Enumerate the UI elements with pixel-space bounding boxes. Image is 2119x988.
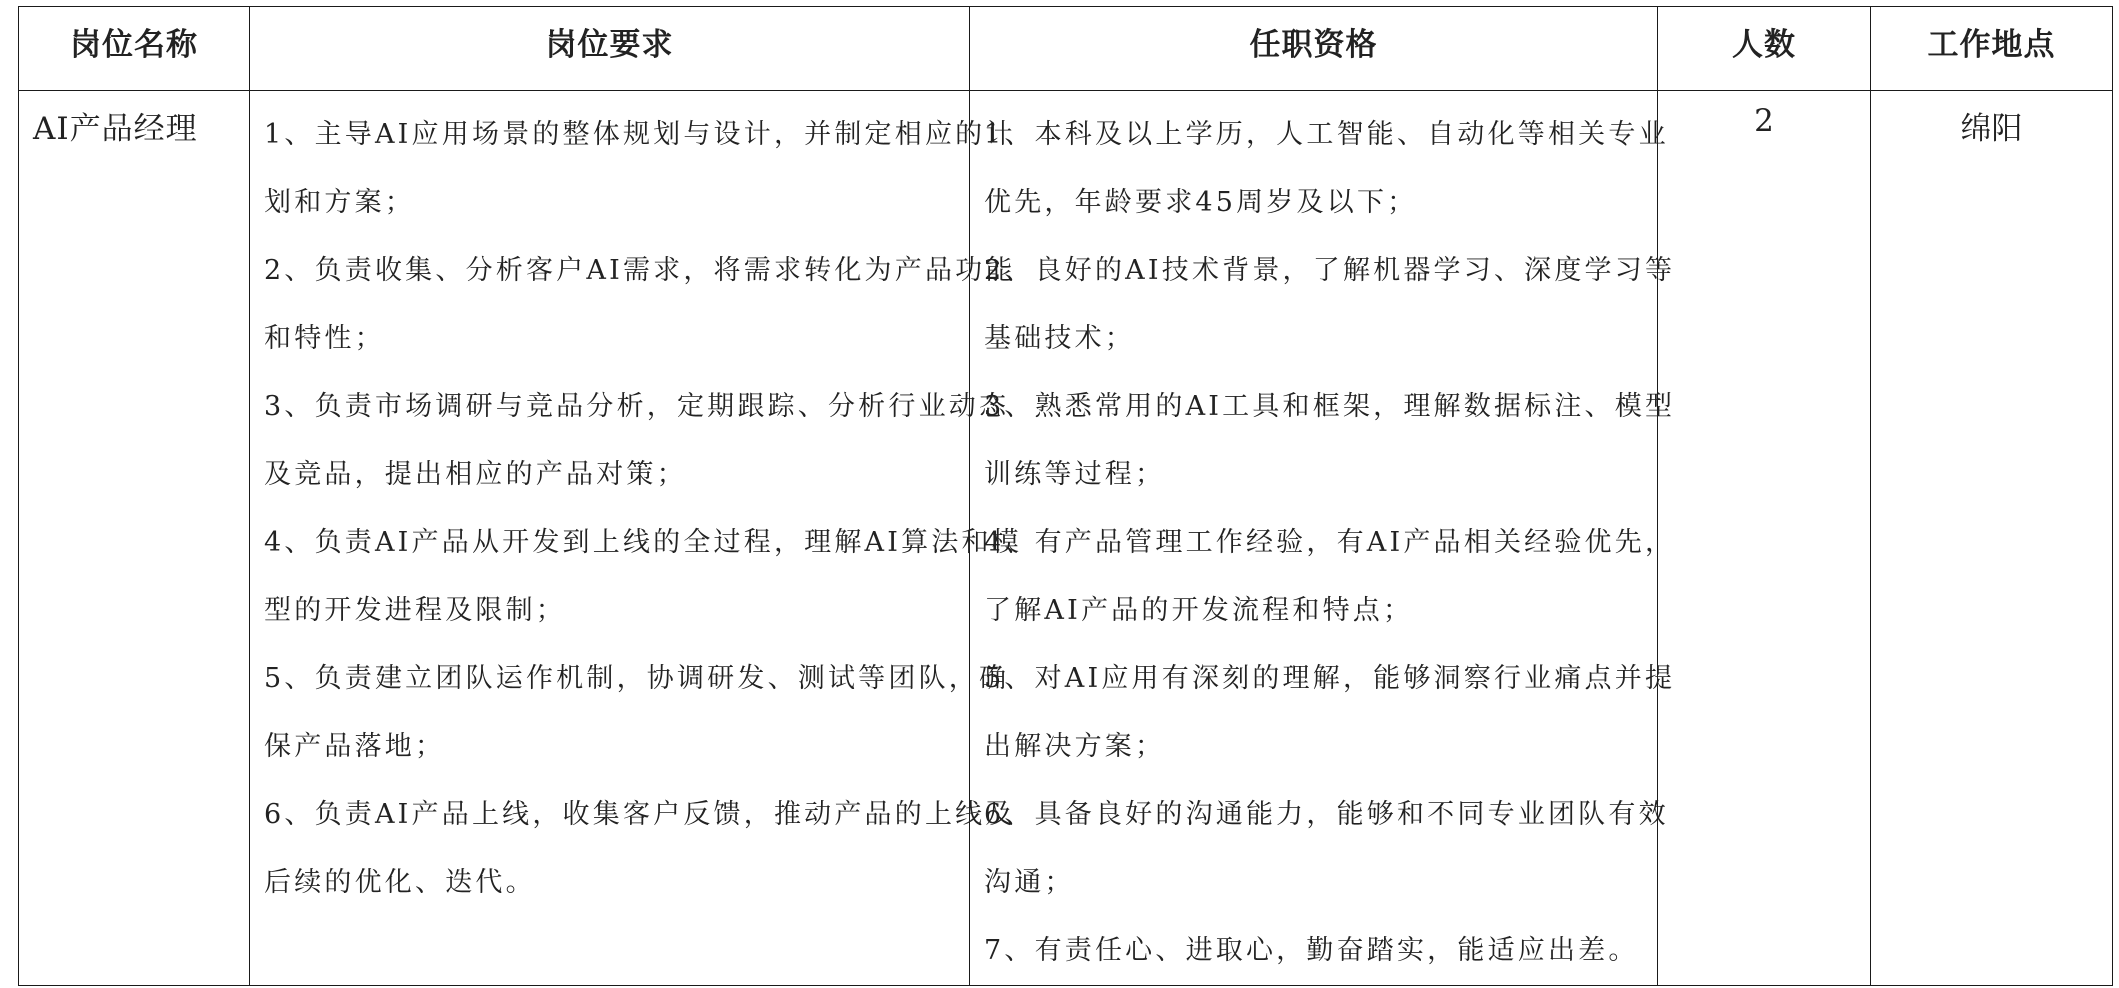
job-table — [18, 6, 2113, 986]
requirement-line: 2、负责收集、分析客户AI需求，将需求转化为产品功能 — [264, 255, 1016, 286]
qualification-line: 4、有产品管理工作经验，有AI产品相关经验优先， — [984, 527, 1676, 558]
header-qualifications: 任职资格 — [970, 7, 1658, 91]
header-location: 工作地点 — [1871, 7, 2113, 91]
requirement-line: 6、负责AI产品上线，收集客户反馈，推动产品的上线及 — [264, 799, 1016, 830]
requirement-line: 5、负责建立团队运作机制，协调研发、测试等团队，确 — [264, 663, 1010, 694]
cell-location: 绵阳 — [1871, 91, 2113, 986]
table-row — [19, 91, 2113, 986]
qualification-line: 了解AI产品的开发流程和特点； — [984, 595, 1414, 626]
requirement-line: 4、负责AI产品从开发到上线的全过程，理解AI算法和模 — [264, 527, 1022, 558]
requirement-line: 1、主导AI应用场景的整体规划与设计，并制定相应的计 — [264, 119, 1016, 150]
requirement-line: 3、负责市场调研与竞品分析，定期跟踪、分析行业动态 — [264, 391, 1010, 422]
qualification-line: 2、良好的AI技术背景，了解机器学习、深度学习等 — [984, 255, 1676, 286]
qualification-line: 出解决方案； — [984, 731, 1166, 762]
qualification-line: 7、有责任心、进取心，勤奋踏实，能适应出差。 — [984, 935, 1639, 966]
header-requirements: 岗位要求 — [250, 7, 970, 91]
header-row — [19, 7, 2113, 91]
qualification-line: 优先，年龄要求45周岁及以下； — [984, 187, 1418, 218]
requirement-line: 及竞品，提出相应的产品对策； — [264, 459, 687, 490]
qualification-line: 6、具备良好的沟通能力，能够和不同专业团队有效 — [984, 799, 1669, 830]
header-count: 人数 — [1658, 7, 1871, 91]
cell-position-title: AI产品经理 — [19, 91, 250, 986]
qualification-line: 3、熟悉常用的AI工具和框架，理解数据标注、模型 — [984, 391, 1676, 422]
requirement-line: 划和方案； — [264, 187, 415, 218]
header-title: 岗位名称 — [19, 7, 250, 91]
qualification-line: 训练等过程； — [984, 459, 1166, 490]
requirement-line: 和特性； — [264, 323, 385, 354]
qualification-line: 1、本科及以上学历，人工智能、自动化等相关专业 — [984, 119, 1669, 150]
cell-requirements — [250, 91, 1022, 986]
job-posting-document — [18, 6, 2112, 986]
requirement-line: 保产品落地； — [264, 731, 446, 762]
requirement-line: 型的开发进程及限制； — [264, 595, 566, 626]
qualification-line: 5、对AI应用有深刻的理解，能够洞察行业痛点并提 — [984, 663, 1676, 694]
requirement-line: 后续的优化、迭代。 — [264, 867, 536, 898]
cell-headcount: 2 — [1658, 91, 1871, 986]
cell-qualifications — [970, 91, 1676, 986]
qualification-line: 基础技术； — [984, 323, 1135, 354]
qualification-line: 沟通； — [984, 867, 1075, 898]
